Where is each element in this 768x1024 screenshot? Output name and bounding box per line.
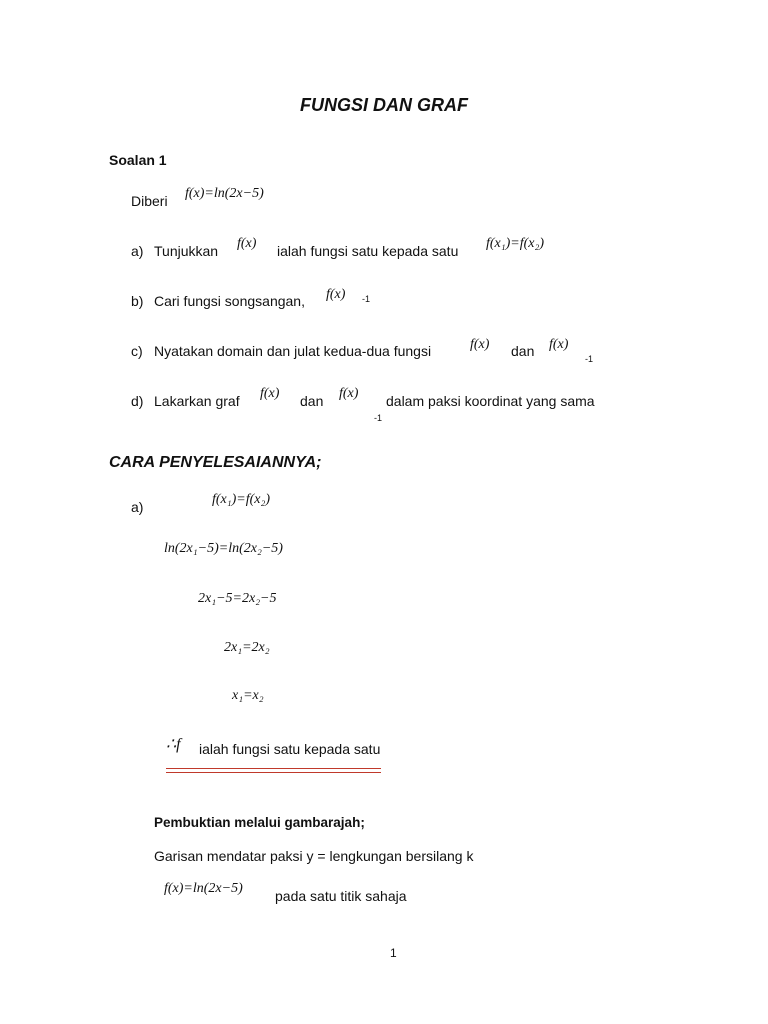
part-b-superscript: -1 bbox=[362, 294, 371, 304]
given-equation: f(x)=ln(2x−5) bbox=[185, 186, 264, 201]
step-5: x₁=x₂ bbox=[232, 688, 264, 703]
part-d-text-1: Lakarkan graf bbox=[154, 393, 240, 409]
given-label: Diberi bbox=[131, 193, 168, 209]
step-1: f(x₁)=f(x₂) bbox=[212, 492, 271, 507]
part-c-math-1: f(x) bbox=[470, 337, 490, 352]
part-c-superscript: -1 bbox=[585, 354, 594, 364]
part-b-math: f(x) bbox=[326, 287, 346, 302]
part-d-text-2: dan bbox=[300, 393, 324, 409]
part-a-label: a) bbox=[131, 243, 144, 259]
page-title: FUNGSI DAN GRAF bbox=[300, 95, 468, 115]
conclusion-math: ∴f bbox=[166, 736, 181, 753]
proof-heading: Pembuktian melalui gambarajah; bbox=[154, 815, 365, 830]
proof-line-2: pada satu titik sahaja bbox=[275, 888, 407, 904]
double-underline-top bbox=[166, 768, 381, 769]
solution-heading: CARA PENYELESAIANNYA; bbox=[109, 454, 322, 471]
step-2: ln(2x₁−5)=ln(2x₂−5) bbox=[164, 541, 283, 556]
part-d-math-2: f(x) bbox=[339, 386, 359, 401]
page-number: 1 bbox=[390, 946, 397, 960]
part-c-math-2: f(x) bbox=[549, 337, 569, 352]
step-4: 2x₁=2x₂ bbox=[224, 640, 270, 655]
double-underline-bottom bbox=[166, 772, 381, 773]
part-b-label: b) bbox=[131, 293, 144, 309]
part-a-math-2: f(x₁)=f(x₂) bbox=[486, 236, 545, 251]
proof-math: f(x)=ln(2x−5) bbox=[164, 881, 243, 896]
solution-a-label: a) bbox=[131, 499, 144, 515]
step-3: 2x₁−5=2x₂−5 bbox=[198, 591, 277, 606]
part-d-text-3: dalam paksi koordinat yang sama bbox=[386, 393, 595, 409]
part-c-text-1: Nyatakan domain dan julat kedua-dua fungsi bbox=[154, 343, 432, 359]
part-d-math-1: f(x) bbox=[260, 386, 280, 401]
part-d-superscript: -1 bbox=[374, 413, 383, 423]
part-a-text-2: ialah fungsi satu kepada satu bbox=[277, 243, 459, 259]
part-a-math-1: f(x) bbox=[237, 236, 257, 251]
part-a-text-1: Tunjukkan bbox=[154, 243, 219, 259]
part-c-text-2: dan bbox=[511, 343, 535, 359]
part-c-label: c) bbox=[131, 343, 143, 359]
part-b-text: Cari fungsi songsangan, bbox=[154, 293, 305, 309]
proof-line-1: Garisan mendatar paksi y = lengkungan bersilang k bbox=[154, 848, 474, 864]
conclusion-text: ialah fungsi satu kepada satu bbox=[199, 741, 381, 757]
part-d-label: d) bbox=[131, 393, 144, 409]
question-heading: Soalan 1 bbox=[109, 152, 167, 168]
